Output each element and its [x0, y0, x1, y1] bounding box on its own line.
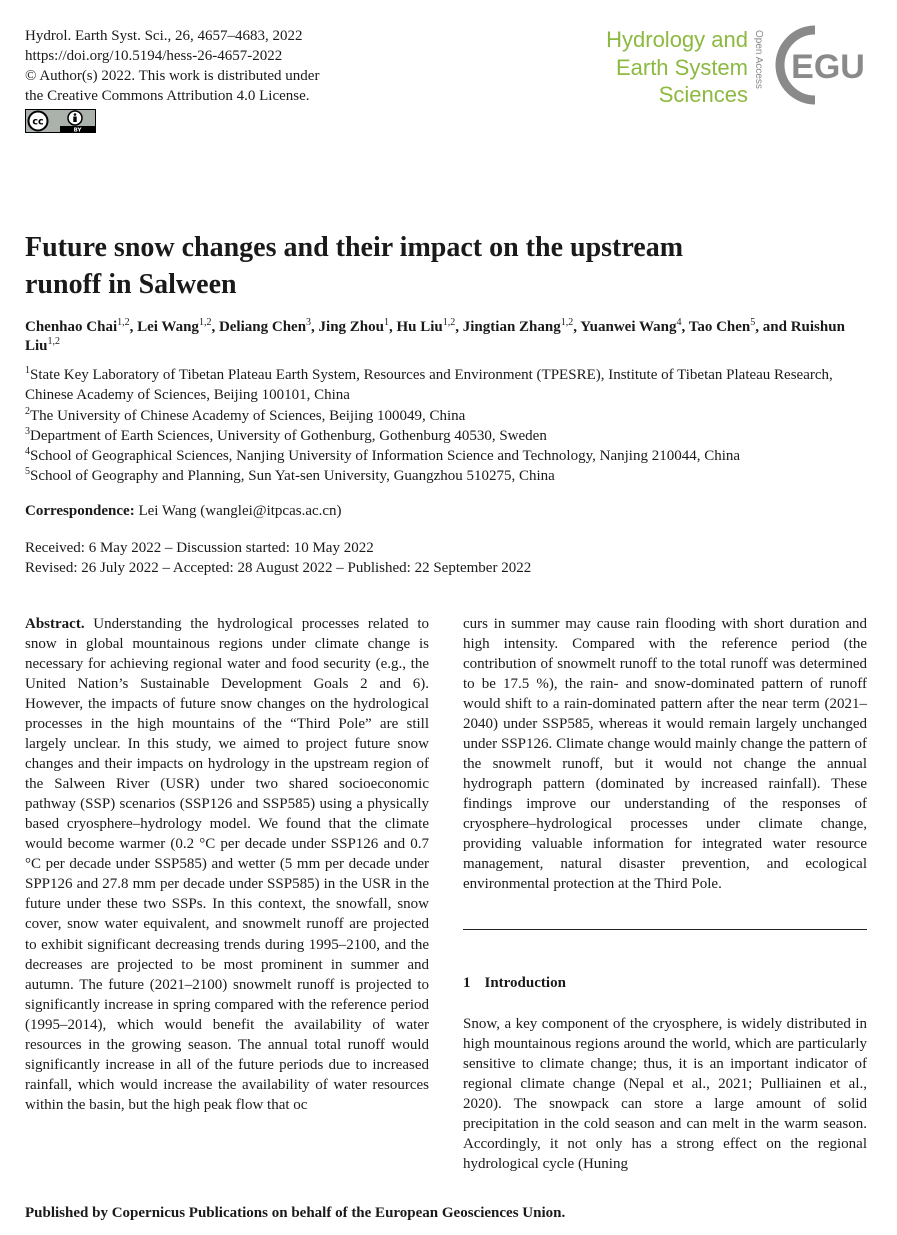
affiliation-text: School of Geographical Sciences, Nanjing University of Information Science and Technology, Nanjing 210044, China [30, 448, 741, 465]
affiliation-number: 4 [25, 446, 30, 458]
affiliation-number: 5 [25, 466, 30, 478]
author-affiliation-marker: 4 [676, 317, 682, 328]
author-name: Deliang Chen [218, 319, 307, 335]
author-affiliation-marker: 1,2 [442, 317, 456, 328]
open-access-label [746, 28, 772, 104]
publication-dates [25, 538, 531, 578]
license-notice[interactable]: the Creative Commons Attribution 4.0 License. [25, 88, 310, 104]
journal-name-line: Earth System [615, 54, 748, 80]
author-affiliation-marker: 1,2 [117, 317, 130, 328]
article-metadata [25, 26, 319, 106]
affiliation-item [25, 406, 875, 426]
copyright-notice: © Author(s) 2022. This work is distributed under [25, 68, 320, 84]
author-name: Jingtian Zhang [462, 319, 561, 335]
affiliation-text: State Key Laboratory of Tibetan Plateau Earth System, Resources and Environment (TPESRE), Institute of Tibetan Plateau Research, Chinese Academy of Sciences, Beijing 100101, China [25, 367, 833, 404]
affiliation-text: Department of Earth Sciences, University of Gothenburg, Gothenburg 40530, Sweden [30, 427, 547, 444]
dates-line: Revised: 26 July 2022 – Accepted: 28 August 2022 – Published: 22 September 2022 [25, 560, 532, 576]
cc-by-license-icon[interactable] [25, 109, 96, 133]
journal-name [560, 26, 748, 109]
affiliation-number: 3 [25, 425, 30, 437]
dates-line: Received: 6 May 2022 – Discussion started: 10 May 2022 [25, 540, 374, 556]
correspondence-label: Correspondence: [25, 503, 135, 519]
author-separator: , [388, 319, 397, 335]
section-divider [463, 929, 867, 930]
author-name: Hu Liu [396, 319, 443, 335]
svg-text:BY: BY [73, 127, 82, 133]
affiliation-number: 2 [25, 405, 30, 417]
abstract-label: Abstract. [25, 616, 85, 632]
author-separator: , [455, 319, 463, 335]
title-line: Future snow changes and their impact on the upstream [25, 232, 684, 263]
citation: Hydrol. Earth Syst. Sci., 26, 4657–4683, 2022 [25, 28, 303, 44]
section-heading [463, 973, 566, 993]
svg-text:EGU: EGU [791, 48, 865, 86]
correspondence [25, 501, 342, 521]
affiliation-list [25, 365, 875, 487]
author-affiliation-marker: 3 [306, 317, 312, 328]
author-separator: , [755, 319, 763, 335]
abstract-left-column [25, 614, 429, 1115]
author-separator: , [211, 319, 219, 335]
affiliation-number: 1 [25, 365, 30, 376]
author-affiliation-marker: 1 [383, 317, 389, 328]
author-name: Tao Chen [688, 319, 751, 335]
abstract-text: Understanding the hydrological processes related to snow in global mountainous regions under climate change is necessary for achieving regional water and food security (e.g., the United Nation’s Sustainable Development Goals 2 and 6). However, the impacts of future snow changes on the hydrological processes in the high mountains of the “Third Pole” are still largely unclear. In this study, we aimed to project future snow changes and their impacts on hydrology in the upstream region of the Salween River (USR) under two shared socioeconomic pathway (SSP) scenarios (SSP126 and SSP585) using a physically based cryosphere–hydrology model. We found that the climate would become warmer (0.2 °C per decade under SSP126 and 0.7 °C per decade under SSP585) and wetter (5 mm per decade under SPP126 and 27.8 mm per decade under SSP585) in the USR in the future under these two SSPs. In this context, the snowfall, snow cover, snow water equivalent, and snowmelt runoff are projected to exhibit significant decreasing trends during 1995–2100, and the decreases are projected to be most prominent in summer and autumn. The future (2021–2100) snowmelt runoff is projected to significantly increase in spring compared with the reference period (1995–2014), which would benefit the availability of water resources in the growing season. The annual total runoff would significantly increase in all of the future periods due to increased rainfall, which would increase the availability of water resources within the basin, but the high peak flow that oc [25, 616, 430, 1113]
author-name: Lei Wang [137, 319, 199, 335]
journal-name-line: Hydrology and [606, 27, 748, 52]
section-number: 1 [463, 975, 471, 991]
author-separator: , [681, 319, 689, 335]
author-separator: , [311, 319, 319, 335]
affiliation-text: School of Geography and Planning, Sun Yat-sen University, Guangzhou 510275, China [30, 468, 555, 485]
journal-name-line: Sciences [658, 82, 748, 107]
author-affiliation-marker: 1,2 [47, 336, 61, 347]
egu-logo-icon [770, 24, 870, 106]
abstract-right-column [463, 614, 867, 894]
author-separator: , [129, 319, 138, 335]
abstract-paragraph [25, 614, 429, 1115]
introduction-text [463, 1014, 867, 1174]
author-affiliation-marker: 1,2 [198, 317, 212, 328]
author-affiliation-marker: 5 [750, 317, 756, 328]
author-list [25, 318, 875, 356]
section-title: Introduction [484, 975, 566, 991]
author-name: Jing Zhou [318, 319, 384, 335]
affiliation-item [25, 426, 875, 446]
affiliation-item [25, 365, 875, 406]
author-name: Ruishun Liu [25, 319, 845, 354]
author-separator: , [573, 319, 581, 335]
svg-text:Open Access: Open Access [753, 30, 764, 89]
abstract-paragraph-continued: curs in summer may cause rain flooding with short duration and high intensity. Compared with the reference period (the contribution of snowmelt runoff to the total runoff was determined to be 17.5 %), the rain- and snow-dominated pattern of runoff would shift to a rain-dominated pattern after the near term (2021–2040) under SSP585, whereas it would remain largely unchanged under SSP126. Climate change would mainly change the pattern of the snowmelt runoff, but it would not change the annual hydrograph pattern (dominated by increased rainfall). These findings improve our understanding of the responses of cryosphere–hydrological processes under climate change, providing valuable information for integrated water resource management, natural disaster prevention, and ecological environmental protection at the Third Pole. [463, 616, 867, 893]
doi-link[interactable]: https://doi.org/10.5194/hess-26-4657-2022 [25, 48, 283, 64]
correspondence-text[interactable]: Lei Wang (wanglei@itpcas.ac.cn) [138, 503, 342, 519]
title-line: runoff in Salween [25, 269, 237, 300]
svg-text:cc: cc [32, 116, 44, 128]
publisher-footer: Published by Copernicus Publications on behalf of the European Geosciences Union. [25, 1205, 566, 1221]
author-affiliation-marker: 1,2 [560, 317, 574, 328]
affiliation-item [25, 446, 875, 466]
paper-title [25, 229, 785, 303]
affiliation-item [25, 466, 875, 486]
affiliation-text: The University of Chinese Academy of Sciences, Beijing 100049, China [30, 407, 466, 424]
author-name: Chenhao Chai [25, 319, 118, 335]
author-name: Yuanwei Wang [580, 319, 677, 335]
author-conjunction: and [762, 319, 791, 335]
introduction-paragraph: Snow, a key component of the cryosphere, is widely distributed in high mountainous regions around the world, which are particularly sensitive to climate change; thus, it is an important indicator of regional climate change (Nepal et al., 2021; Pulliainen et al., 2020). The snowpack can store a large amount of solid precipitation in the cold season and can melt in the warm season. Accordingly, it not only has a strong effect on the regional hydrological cycle (Huning [463, 1016, 867, 1173]
